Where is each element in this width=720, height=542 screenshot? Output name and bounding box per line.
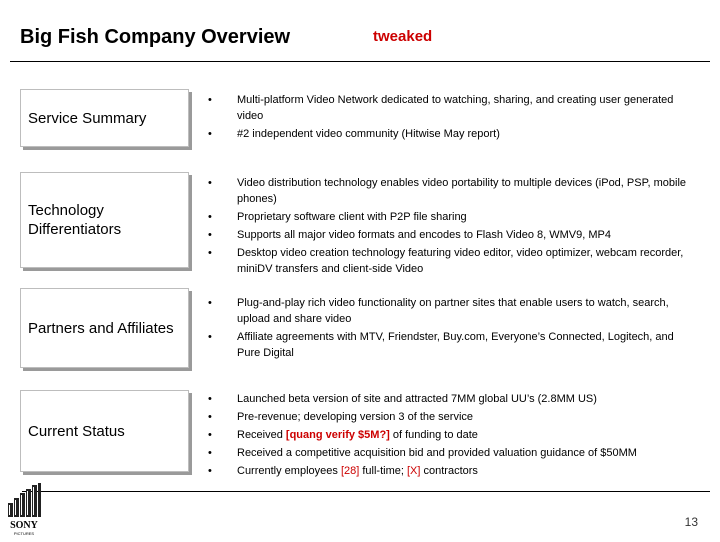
bullet-item: • Plug-and-play rich video functionality on partner sites that enable users to watch, search, upload and share video <box>208 297 669 325</box>
sony-pictures-logo-mark <box>4 481 44 537</box>
tweaked-tag: tweaked <box>373 28 433 45</box>
technology-bullets <box>208 175 688 277</box>
bullet-item: • Currently employees [28] full-time; [X] contractors <box>208 462 688 480</box>
partners-bullets <box>208 295 688 361</box>
bullet-dot: • <box>208 393 212 405</box>
bullet-item: • Affiliate agreements with MTV, Friendster, Buy.com, Everyone’s Connected, Logitech, and Pure Digital <box>208 331 674 359</box>
logo-subtext: PICTURES <box>13 531 35 536</box>
bullet-dot: • <box>208 429 212 441</box>
bullet-dot: • <box>208 229 212 241</box>
section-label-technology-differentiators: Technology Differentiators <box>20 172 189 268</box>
top-divider <box>10 61 710 62</box>
bullet-dot: • <box>208 411 212 423</box>
bullet-item: • Pre-revenue; developing version 3 of the service <box>208 408 688 426</box>
highlight-text: [X] <box>406 465 421 477</box>
section-label-service-summary: Service Summary <box>20 89 189 147</box>
current-status-bullets <box>208 390 688 480</box>
bullet-item: • Video distribution technology enables video portability to multiple devices (iPod, PSP, mobile phones) <box>208 177 687 205</box>
bullet-dot: • <box>208 465 212 477</box>
section-label-current-status: Current Status <box>20 390 189 472</box>
bullet-dot: • <box>208 297 212 309</box>
bullet-item: • Desktop video creation technology featuring video editor, video optimizer, webcam recorder, miniDV transfers and client-side Video <box>208 247 684 275</box>
highlight-text: [28] <box>340 465 360 477</box>
bullet-item: • Received [quang verify $5M?] of funding to date <box>208 426 688 444</box>
page-number: 13 <box>684 515 698 529</box>
bullet-item: • Received a competitive acquisition bid and provided valuation guidance of $50MM <box>208 444 688 462</box>
bullet-dot: • <box>208 128 212 140</box>
bullet-item: • Launched beta version of site and attracted 7MM global UU’s (2.8MM US) <box>208 390 688 408</box>
bottom-divider <box>22 491 710 492</box>
bullet-dot: • <box>208 211 212 223</box>
bullet-item: • #2 independent video community (Hitwise May report) <box>208 128 500 140</box>
bullet-dot: • <box>208 247 212 259</box>
section-label-partners-affiliates: Partners and Affiliates <box>20 288 189 368</box>
sony-pictures-logo <box>4 481 44 537</box>
highlight-text: [quang verify $5M?] <box>285 429 390 441</box>
service-summary-bullets <box>208 92 688 142</box>
bullet-dot: • <box>208 177 212 189</box>
bullet-item: • Multi-platform Video Network dedicated to watching, sharing, and creating user generated video <box>208 94 674 122</box>
bullet-item: • Proprietary software client with P2P file sharing <box>208 211 467 223</box>
logo-wordmark: SONY <box>10 520 38 531</box>
bullet-item: • Supports all major video formats and encodes to Flash Video 8, WMV9, MP4 <box>208 229 611 241</box>
bullet-dot: • <box>208 447 212 459</box>
bullet-dot: • <box>208 94 212 106</box>
bullet-dot: • <box>208 331 212 343</box>
slide-title: Big Fish Company Overview <box>20 26 291 48</box>
